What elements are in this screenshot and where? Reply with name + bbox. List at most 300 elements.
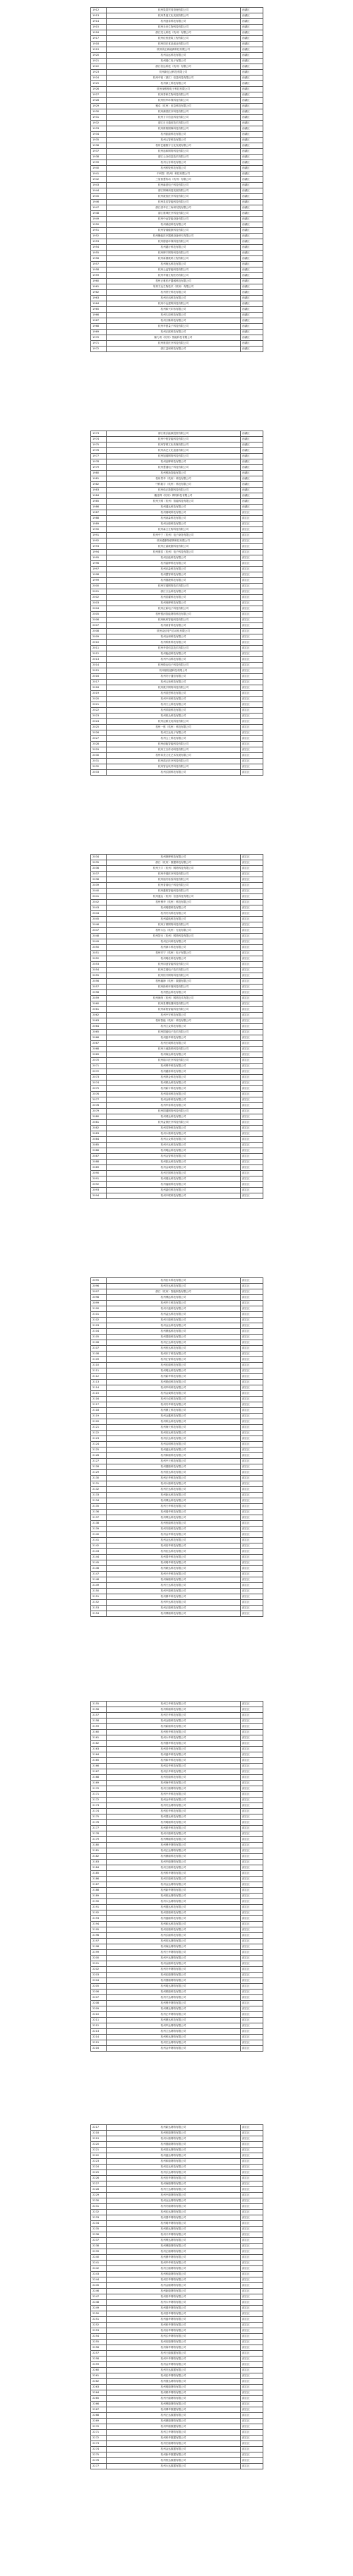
company-name: 杭州昌瑞科技有限公司 [107,1910,241,1916]
table-row [91,601,263,606]
row-number: 2024 [91,719,107,725]
district: 滨江区 [241,1058,263,1064]
table-row [91,629,263,634]
district: 滨江区 [241,1702,263,1707]
row-number: 2209 [91,2006,107,2012]
table-row [91,2300,263,2306]
district: 滨江区 [241,1097,263,1103]
table-row [91,2289,263,2294]
table-row [91,2136,263,2142]
company-name: 杭州弘达网络有限公司 [107,2170,241,2176]
company-name: 杭州科华数据有限公司 [107,2436,241,2441]
table-row [91,691,263,697]
district: 滨江区 [241,2249,263,2255]
table-row [91,1730,263,1735]
company-name: 杭州全瑞科技有限公司 [107,522,241,527]
table-row [91,1459,263,1464]
company-name: 杭州微达电子科技有限公司 [107,663,241,668]
district: 滨江区 [241,2040,263,2046]
district: 滨江区 [241,979,263,985]
district: 滨江区 [241,1589,263,1594]
row-number: 2260 [91,2368,107,2373]
company-name: 杭州通达科技有限公司 [107,505,241,510]
row-number: 2256 [91,2345,107,2351]
row-number: 2086 [91,1148,107,1154]
table-row [91,30,263,36]
district: 西湖区 [241,347,263,352]
row-number: 1963 [91,296,107,301]
company-name: 杭州兴华网络有限公司 [107,2232,241,2238]
table-row [91,465,263,471]
company-name: 杭州慧通电子科技有限公司 [107,465,241,471]
company-name: 杭州华泰科技有限公司 [107,1103,241,1109]
company-name: 杭州莱森科技有限公司 [107,516,241,522]
row-number: 2003 [91,601,107,606]
table-row [91,2221,263,2227]
company-name: 杭州启瑞科技有限公司 [107,1927,241,1933]
table-row [91,222,263,228]
company-name: 杭州昌华科技有限公司 [107,1747,241,1752]
company-name: 杭州润丰科技有限公司 [107,945,241,951]
register-table [90,1277,263,1617]
table-row [91,2452,263,2458]
table-row [91,606,263,612]
row-number: 2259 [91,2362,107,2368]
company-name: 杭州新锐智能科技有限公司 [107,1007,241,1013]
company-name: 杭州未来生物科技有限公司 [107,25,241,30]
company-name: 杭州康博科技有限公司 [107,855,241,860]
row-number: 1996 [91,561,107,567]
district: 西湖区 [241,188,263,194]
district: 滨江区 [241,2407,263,2413]
company-name: 浙江益柯科技有限公司 [107,347,241,352]
table-row [91,341,263,347]
company-name: 杭州宏达网络有限公司 [107,2040,241,2046]
table-row [91,996,263,1001]
row-number: 2118 [91,1408,107,1414]
row-number: 1985 [91,499,107,505]
district: 滨江区 [241,866,263,872]
district: 西湖区 [241,42,263,47]
district: 滨江区 [241,2272,263,2277]
row-number: 1947 [91,205,107,211]
row-number: 2249 [91,2306,107,2311]
company-name: 杭州正达科技有限公司 [107,1340,241,1346]
district: 西湖区 [241,296,263,301]
company-name: 杭州深维格电子科技有限公司 [107,87,241,92]
company-name: 杭州奥博科技有限公司 [107,601,241,606]
company-name: 杭州久如科技有限公司 [107,313,241,318]
company-name: 杭州众达科技有限公司 [107,1538,241,1543]
row-number: 2160 [91,1730,107,1735]
table-row [91,1352,263,1357]
row-number: 1978 [91,459,107,465]
district: 滨江区 [241,1543,263,1549]
table-row [91,589,263,595]
district: 滨江区 [241,1425,263,1431]
company-name: 杭州正熙科技有限公司 [107,330,241,335]
row-number: 2242 [91,2266,107,2272]
table-row [91,2345,263,2351]
row-number: 2221 [91,2148,107,2153]
row-number: 2026 [91,730,107,736]
district: 滨江区 [241,589,263,595]
row-number: 1914 [91,19,107,25]
row-number: 1917 [91,36,107,42]
table-row [91,211,263,217]
district: 西湖区 [241,59,263,64]
district: 滨江区 [241,2131,263,2136]
district: 滨江区 [241,1284,263,1289]
row-number: 2038 [91,877,107,883]
district: 滨江区 [241,1278,263,1284]
table-row [91,1764,263,1769]
company-name: 杭州科达科技有限公司 [107,1419,241,1425]
company-name: 杭州云上科技有限公司 [107,736,241,742]
district: 滨江区 [241,1950,263,1956]
company-name: 杭州景曼文化发展有限公司 [107,13,241,19]
company-name: 杭州鑫锐智能科技有限公司 [107,889,241,894]
row-number: 1936 [91,143,107,149]
company-name: 杭州昌华网络有限公司 [107,2311,241,2317]
company-name: 浙江（杭州）智能制造有限公司 [107,1289,241,1295]
company-name: 杭州利达科技有限公司 [107,1515,241,1521]
table-row [91,1967,263,1973]
table-row [91,1775,263,1781]
district: 滨江区 [241,1007,263,1013]
table-row [91,1120,263,1126]
district: 滨江区 [241,1521,263,1527]
company-name: 杭州艺趣数字文化发展有限公司 [107,143,241,149]
table-row [91,87,263,92]
table-row [91,2170,263,2176]
district: 滨江区 [241,1594,263,1600]
table-row [91,1402,263,1408]
row-number: 2264 [91,2390,107,2396]
district: 滨江区 [241,1854,263,1860]
row-number: 1972 [91,347,107,352]
table-row [91,1363,263,1368]
company-name: 杭州欣正新能源科技有限公司 [107,47,241,53]
table-row [91,267,263,273]
table-row [91,1814,263,1820]
table-row [91,1035,263,1041]
district: 滨江区 [241,1357,263,1363]
district: 滨江区 [241,1775,263,1781]
district: 滨江区 [241,1786,263,1792]
district: 滨江区 [241,2187,263,2193]
table-row [91,76,263,81]
company-name: 杭州兴瑞科技有限公司 [107,1831,241,1837]
district: 滨江区 [241,2255,263,2261]
row-number: 1930 [91,109,107,115]
company-name: 杭州中和科技有限公司 [107,697,241,702]
table-row [91,448,263,454]
company-name: 杭州恒瑞网络有限公司 [107,2131,241,2136]
company-name: 杭州国华网络有限公司 [107,2215,241,2221]
district: 滨江区 [241,1769,263,1775]
row-number: 2090 [91,1171,107,1176]
district: 西湖区 [241,488,263,493]
table-row [91,2215,263,2221]
table-row [91,2407,263,2413]
table-row [91,1419,263,1425]
district: 滨江区 [241,1843,263,1848]
district: 滨江区 [241,1137,263,1143]
company-name: 杭州祥瑞科技有限公司 [107,708,241,714]
company-name: 杭州新图数码工程有限公司 [107,256,241,262]
district: 西湖区 [241,171,263,177]
district: 西湖区 [241,104,263,109]
table-row [91,2035,263,2040]
table-row [91,1329,263,1335]
table-row [91,2458,263,2464]
district: 滨江区 [241,2323,263,2328]
table-row [91,1877,263,1882]
district: 西湖区 [241,499,263,505]
district: 滨江区 [241,2306,263,2311]
district: 滨江区 [241,1419,263,1425]
company-name: 杭州德捷科技有限公司 [107,578,241,584]
row-number: 2185 [91,1871,107,1877]
company-name: 杭州博宇网络科技有限公司 [107,251,241,256]
row-number: 2021 [91,702,107,708]
district: 滨江区 [241,1752,263,1758]
row-number: 2127 [91,1459,107,1464]
district: 西湖区 [241,126,263,132]
company-name: 杭州明佳科技有限公司 [107,956,241,962]
table-row [91,1126,263,1131]
company-name: 杭州海纳（杭州）网络技术有限公司 [107,996,241,1001]
table-row [91,1368,263,1374]
company-name: 浙江信达科技（杭州）有限公司 [107,64,241,70]
table-row [91,1431,263,1436]
district: 滨江区 [241,2289,263,2294]
district: 滨江区 [241,1611,263,1617]
company-name: 杭州众诚科技有限公司 [107,1391,241,1397]
row-number: 2137 [91,1515,107,1521]
district: 滨江区 [241,939,263,945]
table-row [91,2402,263,2407]
company-name: 杭州瑞丰医疗科技有限公司 [107,1058,241,1064]
district: 西湖区 [241,183,263,188]
company-name: 杭州安行通信有限公司 [107,674,241,680]
table-row [91,143,263,149]
table-row [91,1995,263,2001]
row-number: 2186 [91,1877,107,1882]
row-number: 1925 [91,81,107,87]
company-name: 杭州东方科技有限公司 [107,1352,241,1357]
district: 西湖区 [241,330,263,335]
table-row [91,1769,263,1775]
row-number: 2027 [91,736,107,742]
table-row [91,47,263,53]
row-number: 1988 [91,516,107,522]
company-name: 杭州明德科技有限公司 [107,905,241,911]
row-number: 2151 [91,1594,107,1600]
table-row [91,296,263,301]
row-number: 2225 [91,2170,107,2176]
table-row [91,1374,263,1380]
company-name: 浙江万达科技有限公司 [107,589,241,595]
district: 滨江区 [241,2464,263,2469]
district: 西湖区 [241,25,263,30]
company-name: 杭州明瑞科技有限公司 [107,1820,241,1826]
table-row [91,2187,263,2193]
company-name: 杭州中瑞科技有限公司 [107,1589,241,1594]
row-number: 2002 [91,595,107,601]
company-name: 杭州华瑞生物医药有限公司 [107,273,241,279]
company-name: 杭州明华科技有限公司 [107,1560,241,1566]
company-name: 杭州众智科技有限公司 [107,1154,241,1160]
district: 滨江区 [241,1967,263,1973]
table-row [91,1306,263,1312]
company-name: 杭州信瑞网络有限公司 [107,2340,241,2345]
district: 西湖区 [241,448,263,454]
company-name: 杭州利达网络有限公司 [107,2238,241,2244]
row-number: 2165 [91,1758,107,1764]
company-name: 杭州金桥科技有限公司 [107,1097,241,1103]
row-number: 2240 [91,2255,107,2261]
district: 滨江区 [241,714,263,719]
table-row [91,657,263,663]
row-number: 2243 [91,2272,107,2277]
company-name: 杭州恒达数据有限公司 [107,2458,241,2464]
company-name: 杭州合众科技有限公司 [107,1137,241,1143]
district: 滨江区 [241,2385,263,2390]
row-number: 2268 [91,2413,107,2419]
register-table-section [90,7,263,352]
company-name: 杭州明瑞网络有限公司 [107,2385,241,2390]
table-row [91,1013,263,1018]
row-number: 2193 [91,1916,107,1922]
company-name: 杭州盛华科技有限公司 [107,1752,241,1758]
row-number: 2076 [91,1092,107,1097]
company-name: 浙江（杭州）数据科技有限公司 [107,860,241,866]
district: 西湖区 [241,166,263,171]
table-row [91,1041,263,1047]
company-name: 杭州新瑞科技有限公司 [107,1724,241,1730]
table-row [91,1521,263,1527]
district: 西湖区 [241,318,263,324]
district: 滨江区 [241,736,263,742]
row-number: 2111 [91,1368,107,1374]
company-name: 杭州联达网络有限公司 [107,2227,241,2232]
district: 滨江区 [241,1527,263,1532]
table-row [91,2204,263,2210]
company-name: 杭州国华科技有限公司 [107,1555,241,1560]
row-number: 2083 [91,1131,107,1137]
company-name: 杭州联华网络有限公司 [107,2390,241,2396]
table-row [91,1532,263,1538]
district: 滨江区 [241,985,263,990]
row-number: 2009 [91,634,107,640]
company-name: 杭州长城科技有限公司 [107,1041,241,1047]
row-number: 1991 [91,533,107,538]
district: 滨江区 [241,1572,263,1577]
table-row [91,1408,263,1414]
row-number: 2094 [91,1193,107,1199]
company-name: 杭州永达数据有限公司 [107,2464,241,2469]
table-row [91,2131,263,2136]
row-number: 1976 [91,448,107,454]
row-number: 2220 [91,2142,107,2148]
row-number: 2177 [91,1826,107,1831]
row-number: 2116 [91,1397,107,1402]
row-number: 2084 [91,1137,107,1143]
district: 滨江区 [241,697,263,702]
district: 滨江区 [241,516,263,522]
table-row [91,640,263,646]
district: 滨江区 [241,1504,263,1510]
row-number: 1916 [91,30,107,36]
district: 滨江区 [241,1092,263,1097]
row-number: 2074 [91,1081,107,1086]
row-number: 2265 [91,2396,107,2402]
row-number: 2044 [91,911,107,917]
company-name: 杭州永康科技有限公司 [107,1131,241,1137]
table-row [91,1092,263,1097]
district: 西湖区 [241,262,263,267]
district: 滨江区 [241,2136,263,2142]
company-name: 杭州鼎瑞网络有限公司 [107,2419,241,2424]
district: 西湖区 [241,301,263,307]
company-name: 杭州宏瑞网络有限公司 [107,2441,241,2447]
row-number: 2070 [91,1058,107,1064]
company-name: 杭州新华数据有限公司 [107,2452,241,2458]
table-row [91,2373,263,2379]
table-row [91,64,263,70]
company-name: 杭州联瑞科技有限公司 [107,1990,241,1995]
company-name: 杭州华丰科技有限公司 [107,1301,241,1306]
table-row [91,1961,263,1967]
district: 滨江区 [241,962,263,968]
company-name: 杭州莱普科技有限公司 [107,623,241,629]
district: 西湖区 [241,493,263,499]
table-row [91,2464,263,2469]
row-number: 1921 [91,59,107,64]
row-number: 1942 [91,177,107,183]
row-number: 2149 [91,1583,107,1589]
district: 西湖区 [241,505,263,510]
table-row [91,1052,263,1058]
row-number: 1960 [91,279,107,284]
table-row [91,1436,263,1442]
district: 滨江区 [241,2277,263,2283]
row-number: 2012 [91,651,107,657]
table-row [91,623,263,629]
table-row [91,742,263,747]
district: 滨江区 [241,2232,263,2238]
row-number: 2123 [91,1436,107,1442]
table-row [91,719,263,725]
company-name: 杭州天华网络有限公司 [107,1950,241,1956]
company-name: 杭州瑞城科技有限公司 [107,510,241,516]
row-number: 1975 [91,443,107,448]
district: 滨江区 [241,1374,263,1380]
company-name: 杭州利华网络有限公司 [107,2001,241,2006]
table-row [91,1143,263,1148]
table-row [91,1176,263,1182]
row-number: 1913 [91,13,107,19]
row-number: 2222 [91,2153,107,2159]
table-row [91,205,263,211]
row-number: 2131 [91,1481,107,1487]
company-name: 杭州通达（杭州）信息科技有限公司 [107,894,241,900]
district: 西湖区 [241,471,263,476]
row-number: 2223 [91,2159,107,2165]
company-name: 杭州数智医疗科技有限公司 [107,194,241,200]
